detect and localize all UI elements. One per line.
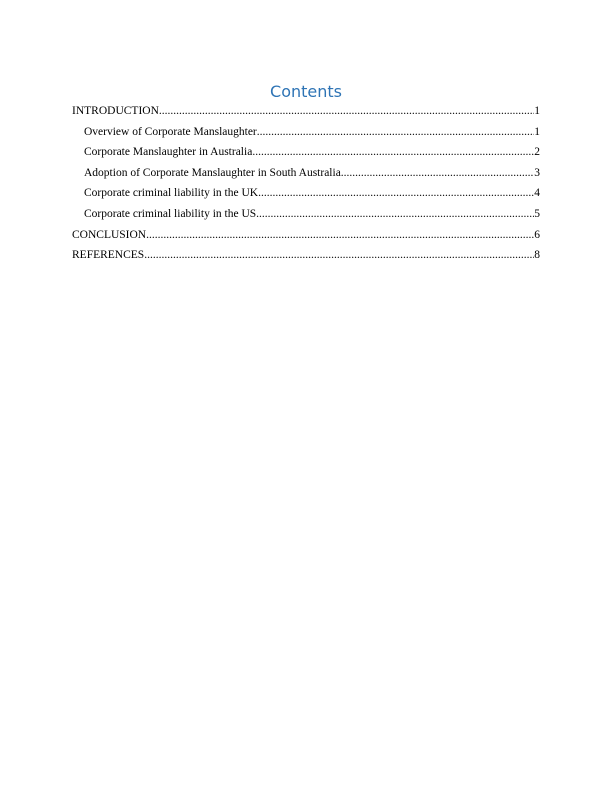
toc-entry-page-number: 1 bbox=[534, 125, 540, 138]
toc-entry-page-number: 6 bbox=[534, 228, 540, 241]
toc-entry-liability-in-the-us[interactable] bbox=[72, 206, 540, 227]
toc-entry-label: CONCLUSION bbox=[72, 228, 147, 241]
dot-leader bbox=[258, 185, 534, 201]
table-of-contents bbox=[72, 103, 540, 268]
toc-entry-adoption-in-south-australia[interactable] bbox=[72, 165, 540, 186]
dot-leader bbox=[146, 227, 534, 243]
toc-entry-label: REFERENCES bbox=[72, 249, 145, 262]
toc-heading: Contents bbox=[270, 82, 342, 101]
toc-entry-label: Overview of Corporate Manslaughter bbox=[84, 125, 257, 138]
dot-leader bbox=[341, 165, 534, 181]
toc-entry-liability-in-the-uk[interactable] bbox=[72, 185, 540, 206]
dot-leader bbox=[256, 206, 534, 222]
toc-entry-label: Corporate Manslaughter in Australia bbox=[84, 146, 253, 159]
toc-entry-page-number: 8 bbox=[534, 249, 540, 262]
toc-entry-conclusion[interactable] bbox=[72, 227, 540, 248]
toc-entry-references[interactable] bbox=[72, 247, 540, 268]
toc-entry-label: INTRODUCTION bbox=[72, 105, 159, 117]
toc-entry-label: Adoption of Corporate Manslaughter in South Australia bbox=[84, 166, 341, 179]
dot-leader bbox=[144, 247, 534, 263]
toc-entry-page-number: 4 bbox=[534, 187, 540, 200]
toc-entry-label: Corporate criminal liability in the UK bbox=[84, 187, 259, 200]
toc-entry-page-number: 5 bbox=[534, 207, 540, 220]
toc-entry-corporate-manslaughter-in-australia[interactable] bbox=[72, 144, 540, 165]
toc-entry-overview-of-corporate-manslaughter[interactable] bbox=[72, 124, 540, 145]
toc-entry-introduction[interactable] bbox=[72, 103, 540, 124]
toc-entry-page-number: 2 bbox=[534, 146, 540, 159]
toc-entry-page-number: 1 bbox=[534, 105, 540, 117]
toc-entry-page-number: 3 bbox=[534, 166, 540, 179]
dot-leader bbox=[252, 144, 534, 160]
dot-leader bbox=[159, 103, 534, 119]
dot-leader bbox=[257, 124, 534, 140]
toc-entry-label: Corporate criminal liability in the US bbox=[84, 207, 257, 220]
